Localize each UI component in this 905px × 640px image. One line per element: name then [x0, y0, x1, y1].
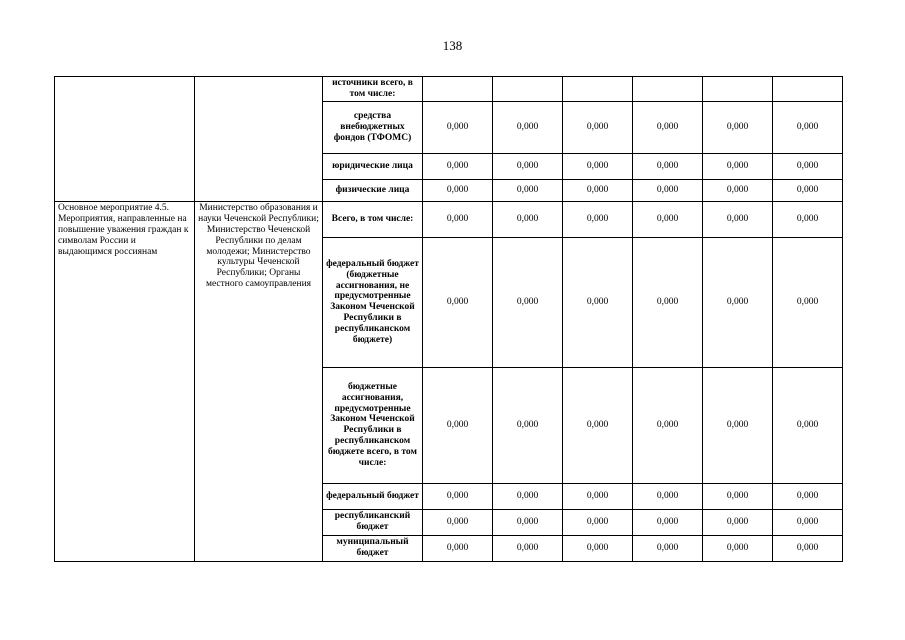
- value-cell: 0,000: [493, 101, 563, 153]
- table-row: [55, 201, 843, 237]
- value-cell: 0,000: [633, 535, 703, 561]
- value-cell: 0,000: [773, 101, 843, 153]
- value-cell: 0,000: [563, 101, 633, 153]
- funding-source-cell: юридические лица: [323, 153, 423, 179]
- value-cell: 0,000: [563, 237, 633, 367]
- value-cell: [703, 77, 773, 102]
- value-cell: 0,000: [493, 237, 563, 367]
- funding-source-cell: федеральный бюджет: [323, 483, 423, 509]
- value-cell: [493, 77, 563, 102]
- executor-cell-empty: [195, 77, 323, 202]
- value-cell: 0,000: [703, 483, 773, 509]
- value-cell: 0,000: [563, 201, 633, 237]
- value-cell: 0,000: [633, 179, 703, 201]
- value-cell: 0,000: [773, 237, 843, 367]
- page-number: 138: [442, 38, 463, 53]
- value-cell: 0,000: [773, 483, 843, 509]
- value-cell: 0,000: [563, 509, 633, 535]
- value-cell: 0,000: [633, 483, 703, 509]
- value-cell: 0,000: [633, 101, 703, 153]
- value-cell: 0,000: [423, 367, 493, 483]
- value-cell: 0,000: [423, 101, 493, 153]
- value-cell: 0,000: [493, 535, 563, 561]
- funding-source-cell: средства внебюджетных фондов (ТФОМС): [323, 101, 423, 153]
- value-cell: [423, 77, 493, 102]
- funding-source-cell: бюджетные ассигнования, предусмотренные Законом Чеченской Республики в республиканском бюджете всего, в том числе:: [323, 367, 423, 483]
- value-cell: 0,000: [493, 153, 563, 179]
- value-cell: 0,000: [703, 201, 773, 237]
- value-cell: 0,000: [493, 179, 563, 201]
- value-cell: 0,000: [423, 483, 493, 509]
- value-cell: 0,000: [703, 179, 773, 201]
- value-cell: 0,000: [703, 237, 773, 367]
- value-cell: [633, 77, 703, 102]
- value-cell: [773, 77, 843, 102]
- budget-table: [54, 76, 843, 562]
- value-cell: 0,000: [493, 201, 563, 237]
- value-cell: 0,000: [773, 509, 843, 535]
- funding-source-cell: физические лица: [323, 179, 423, 201]
- funding-source-cell: Всего, в том числе:: [323, 201, 423, 237]
- value-cell: 0,000: [773, 201, 843, 237]
- value-cell: 0,000: [423, 237, 493, 367]
- value-cell: 0,000: [423, 153, 493, 179]
- value-cell: 0,000: [423, 201, 493, 237]
- value-cell: 0,000: [773, 367, 843, 483]
- value-cell: 0,000: [633, 153, 703, 179]
- value-cell: 0,000: [563, 367, 633, 483]
- value-cell: 0,000: [633, 237, 703, 367]
- value-cell: 0,000: [773, 535, 843, 561]
- funding-source-cell: республиканский бюджет: [323, 509, 423, 535]
- value-cell: 0,000: [423, 509, 493, 535]
- value-cell: 0,000: [633, 509, 703, 535]
- funding-source-cell: федеральный бюджет (бюджетные ассигнования, не предусмотренные Законом Чеченской Республики в республиканском бюджете): [323, 237, 423, 367]
- value-cell: 0,000: [703, 367, 773, 483]
- value-cell: 0,000: [703, 153, 773, 179]
- value-cell: 0,000: [563, 483, 633, 509]
- value-cell: 0,000: [703, 535, 773, 561]
- value-cell: 0,000: [633, 201, 703, 237]
- value-cell: 0,000: [493, 367, 563, 483]
- executor-cell: Министерство образования и науки Чеченской Республики; Министерство Чеченской Республики по делам молодежи; Министерство культуры Чеченской Республики; Органы местного самоуправления: [195, 201, 323, 561]
- value-cell: 0,000: [773, 153, 843, 179]
- funding-source-cell: источники всего, в том числе:: [323, 77, 423, 102]
- value-cell: 0,000: [563, 535, 633, 561]
- value-cell: 0,000: [703, 509, 773, 535]
- value-cell: 0,000: [423, 535, 493, 561]
- value-cell: 0,000: [563, 153, 633, 179]
- funding-source-cell: муниципальный бюджет: [323, 535, 423, 561]
- value-cell: 0,000: [423, 179, 493, 201]
- activity-cell-empty: [55, 77, 195, 202]
- value-cell: 0,000: [563, 179, 633, 201]
- value-cell: 0,000: [493, 483, 563, 509]
- value-cell: 0,000: [633, 367, 703, 483]
- value-cell: 0,000: [773, 179, 843, 201]
- table-row: [55, 77, 843, 102]
- value-cell: 0,000: [703, 101, 773, 153]
- activity-cell: Основное мероприятие 4.5. Мероприятия, направленные на повышение уважения граждан к символам России и выдающимся россиянам: [55, 201, 195, 561]
- value-cell: 0,000: [493, 509, 563, 535]
- value-cell: [563, 77, 633, 102]
